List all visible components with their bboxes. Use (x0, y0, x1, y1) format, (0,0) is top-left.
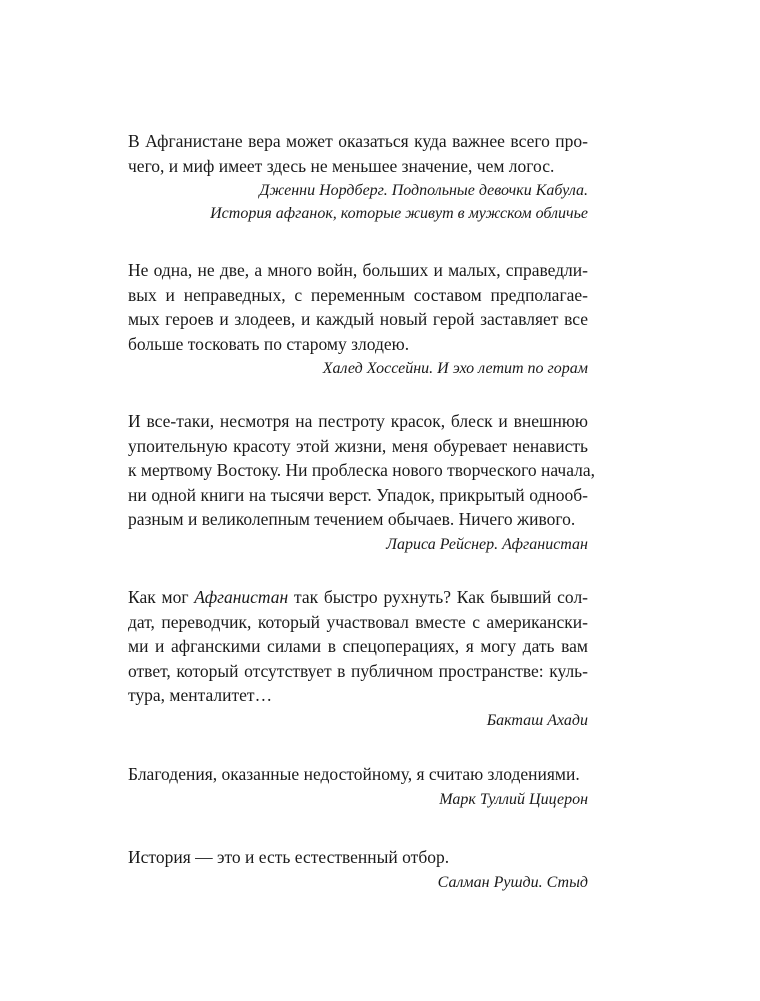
quote-attribution: Халед Хоссейни. И эхо летит по горам (322, 360, 588, 377)
quote-line: И все-таки, несмотря на пестроту красок, блеск и внешнюю (128, 411, 588, 431)
epigraph-nordberg (128, 129, 588, 225)
quote-attribution: Лариса Рейснер. Афганистан (386, 535, 588, 553)
quote-text: так быстро рухнуть? Как бывший сол- (288, 587, 589, 607)
quote-line: мых героев и злодеев, и каждый новый герой заставляет все (128, 309, 588, 329)
epigraph-rushdie (128, 845, 588, 894)
quote-line: Не одна, не две, а много войн, больших и малых, справедли- (128, 260, 588, 280)
quote-line: вых и неправедных, с переменным составом предполагае- (128, 284, 588, 305)
quote-attribution: Марк Туллий Цицерон (439, 790, 588, 808)
quote-attribution: Дженни Нордберг. Подпольные девочки Кабула. (259, 182, 588, 199)
quote-line: больше тосковать по старому злодею. (128, 333, 410, 354)
quote-attribution: Салман Рушди. Стыд (437, 873, 588, 891)
quote-attribution: Бакташ Ахади (486, 711, 588, 729)
quote-line: История — это и есть естественный отбор. (128, 847, 450, 867)
quote-line: к мертвому Востоку. Ни проблеска нового творческого начала, (128, 460, 595, 480)
epigraph-ahadi (128, 585, 588, 732)
quote-emphasis: Афганистан (194, 587, 289, 607)
quote-line: тура, менталитет… (128, 685, 273, 705)
quote-line (128, 585, 588, 610)
quote-line: ответ, который отсутствует в публичном пространстве: куль- (128, 660, 588, 681)
quote-line: ни одной книги на тысячи верст. Упадок, прикрытый однооб- (128, 484, 588, 505)
quote-attribution: История афганок, которые живут в мужском обличье (210, 204, 588, 222)
epigraph-reisner (128, 409, 595, 556)
quote-line: ми и афганскими силами в спецоперациях, я могу дать вам (128, 636, 588, 656)
epigraph-hosseini (128, 258, 588, 381)
quote-line: В Афганистане вера может оказаться куда важнее всего про- (128, 131, 588, 151)
quote-line: чего, и миф имеет здесь не меньшее значение, чем логос. (128, 155, 555, 176)
quote-line: Благодения, оказанные недостойному, я считаю злодениями. (128, 764, 580, 784)
quote-line: упоительную красоту этой жизни, меня обуревает ненависть (128, 435, 588, 456)
quote-line: разным и великолепным течением обычаев. Ничего живого. (128, 509, 576, 529)
epigraph-cicero (128, 762, 588, 811)
quote-line: дат, переводчик, который участвовал вместе с американски- (128, 611, 588, 632)
quote-text: Как мог (128, 587, 195, 607)
